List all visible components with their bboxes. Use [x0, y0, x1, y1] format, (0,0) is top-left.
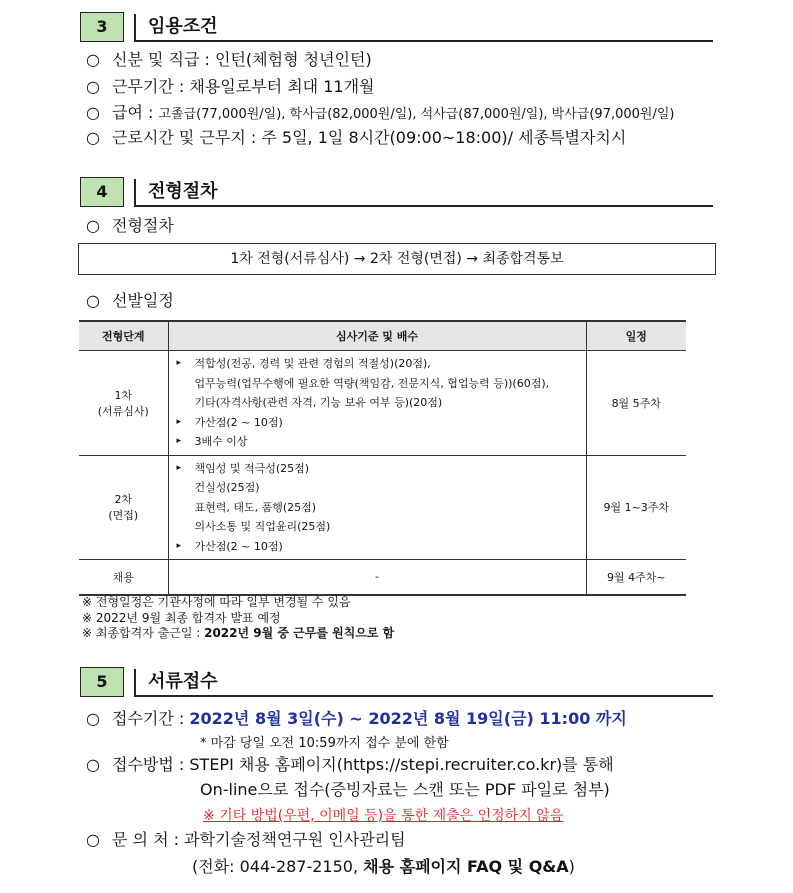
section-title: 전형절차 — [148, 181, 218, 202]
section-5-header — [80, 667, 713, 697]
stage-sub: (면접) — [108, 509, 139, 523]
section-4-header — [80, 177, 713, 207]
circle-bullet-icon: ○ — [86, 128, 100, 147]
item-text: 근로시간 및 근무지 : 주 5일, 1일 8시간(09:00~18:00)/ 세종특별자치시 — [112, 128, 627, 147]
criteria-item: 업무능력(업무수행에 필요한 역량(책임감, 전문지식, 협업능력 등))(60점), — [194, 376, 550, 390]
employment-status — [86, 49, 372, 71]
method-text: STEPI 채용 홈페이지(https://stepi.recruiter.co.kr)를 통해 — [189, 755, 614, 774]
stage-cell — [79, 351, 168, 456]
circle-bullet-icon: ○ — [86, 216, 100, 235]
application-method — [86, 754, 614, 776]
criteria-item: ▸ 적합성(전공, 경력 및 관련 경험의 적절성)(20점), — [177, 354, 578, 374]
circle-bullet-icon: ○ — [86, 291, 100, 310]
item-label: 문 의 처 : — [112, 830, 185, 849]
criteria-item: 기타(자격사항(관련 자격, 기능 보유 여부 등)(20점) — [194, 396, 443, 409]
criteria-cell: - — [168, 560, 586, 595]
method-line2: On-line으로 접수(증빙자료는 스캔 또는 PDF 파일로 첨부) — [200, 780, 610, 799]
section-number: 3 — [80, 12, 124, 42]
criteria-cell — [168, 455, 586, 560]
stage-cell — [79, 455, 168, 560]
criteria-item: ▸ 책임성 및 적극성(25점) — [177, 459, 578, 479]
criteria-item: 건실성(25점) — [194, 481, 260, 494]
work-hours — [86, 127, 626, 149]
process-flow: 1차 전형(서류심사) → 2차 전형(면접) → 최종합격통보 — [78, 243, 716, 275]
period-note: * 마감 당일 오전 10:59까지 접수 분에 한함 — [200, 736, 449, 751]
section-title: 임용조건 — [148, 16, 218, 37]
period-value: 2022년 8월 3일(수) ~ 2022년 8월 19일(금) 11:00 까지 — [189, 709, 627, 728]
stage-cell: 채용 — [79, 560, 168, 595]
salary — [86, 102, 674, 126]
circle-bullet-icon: ○ — [86, 50, 100, 69]
header-schedule: 일정 — [586, 321, 686, 351]
table-row — [79, 351, 686, 456]
contact-value: 과학기술정책연구원 인사관리팀 — [184, 830, 406, 849]
table-row — [79, 560, 686, 595]
phone-bold: 채용 홈페이지 FAQ 및 Q&A — [363, 857, 569, 876]
header-criteria: 심사기준 및 배수 — [168, 321, 586, 351]
underline — [134, 40, 713, 42]
item-label: 급여 : — [112, 103, 159, 122]
salary-detail: 고졸급(77,000원/일), 학사급(82,000원/일), 석사급(87,000원/일), 박사급(97,000원/일) — [158, 107, 675, 122]
circle-bullet-icon: ○ — [86, 830, 100, 849]
method-warning — [203, 805, 563, 827]
circle-bullet-icon: ○ — [86, 103, 100, 122]
schedule-table — [79, 320, 686, 596]
note-item — [82, 626, 394, 642]
stage-name: 2차 — [114, 493, 133, 507]
circle-bullet-icon: ○ — [86, 709, 100, 728]
warning-text: ※ 기타 방법(우편, 이메일 등)을 통한 제출은 인정하지 않음 — [203, 808, 564, 824]
contact-phone — [192, 856, 575, 878]
application-period — [86, 708, 627, 730]
note-text: ※ 최종합격자 출근일 : — [82, 626, 205, 640]
item-text: 선발일정 — [112, 291, 174, 310]
stage-name: 1차 — [114, 388, 133, 402]
criteria-cell — [168, 351, 586, 456]
circle-bullet-icon: ○ — [86, 77, 100, 96]
divider — [134, 179, 136, 205]
schedule-notes — [82, 595, 394, 642]
circle-bullet-icon: ○ — [86, 755, 100, 774]
note-item: ※ 2022년 9월 최종 합격자 발표 예정 — [82, 610, 281, 625]
schedule-cell: 9월 1~3주차 — [586, 455, 686, 560]
item-label: 접수방법 : — [112, 755, 190, 774]
item-text: 근무기간 : 채용일로부터 최대 11개월 — [112, 77, 375, 96]
item-text: 신분 및 직급 : 인턴(체험형 청년인턴) — [112, 50, 372, 69]
underline — [134, 205, 713, 207]
table-row — [79, 455, 686, 560]
phone-text: (전화: 044-287-2150, — [192, 857, 364, 876]
divider — [134, 14, 136, 40]
header-stage: 전형단계 — [79, 321, 168, 351]
note-item: ※ 전형일정은 기관사정에 따라 일부 변경될 수 있음 — [82, 595, 351, 609]
item-label: 접수기간 : — [112, 709, 190, 728]
criteria-item: 표현력, 태도, 품행(25점) — [194, 500, 317, 514]
criteria-item: 의사소통 및 직업윤리(25점) — [194, 520, 331, 533]
section-number: 4 — [80, 177, 124, 207]
process-label — [86, 215, 174, 237]
criteria-item: ▸ 3배수 이상 — [177, 432, 578, 452]
schedule-label — [86, 290, 174, 312]
schedule-cell: 8월 5주차 — [586, 351, 686, 456]
stage-sub: (서류심사) — [97, 404, 149, 418]
employment-period — [86, 76, 374, 98]
section-number: 5 — [80, 667, 124, 697]
section-3-header — [80, 12, 713, 42]
contact — [86, 829, 406, 851]
criteria-item: ▸ 가산점(2 ~ 10점) — [177, 413, 578, 433]
note-bold: 2022년 9월 중 근무를 원칙으로 함 — [204, 626, 395, 640]
divider — [134, 669, 136, 695]
schedule-cell: 9월 4주차~ — [586, 560, 686, 595]
table-header-row — [79, 321, 686, 351]
item-text: 전형절차 — [112, 216, 174, 235]
section-title: 서류접수 — [148, 671, 218, 692]
phone-end: ) — [568, 857, 575, 876]
underline — [134, 695, 713, 697]
criteria-item: ▸ 가산점(2 ~ 10점) — [177, 537, 578, 557]
